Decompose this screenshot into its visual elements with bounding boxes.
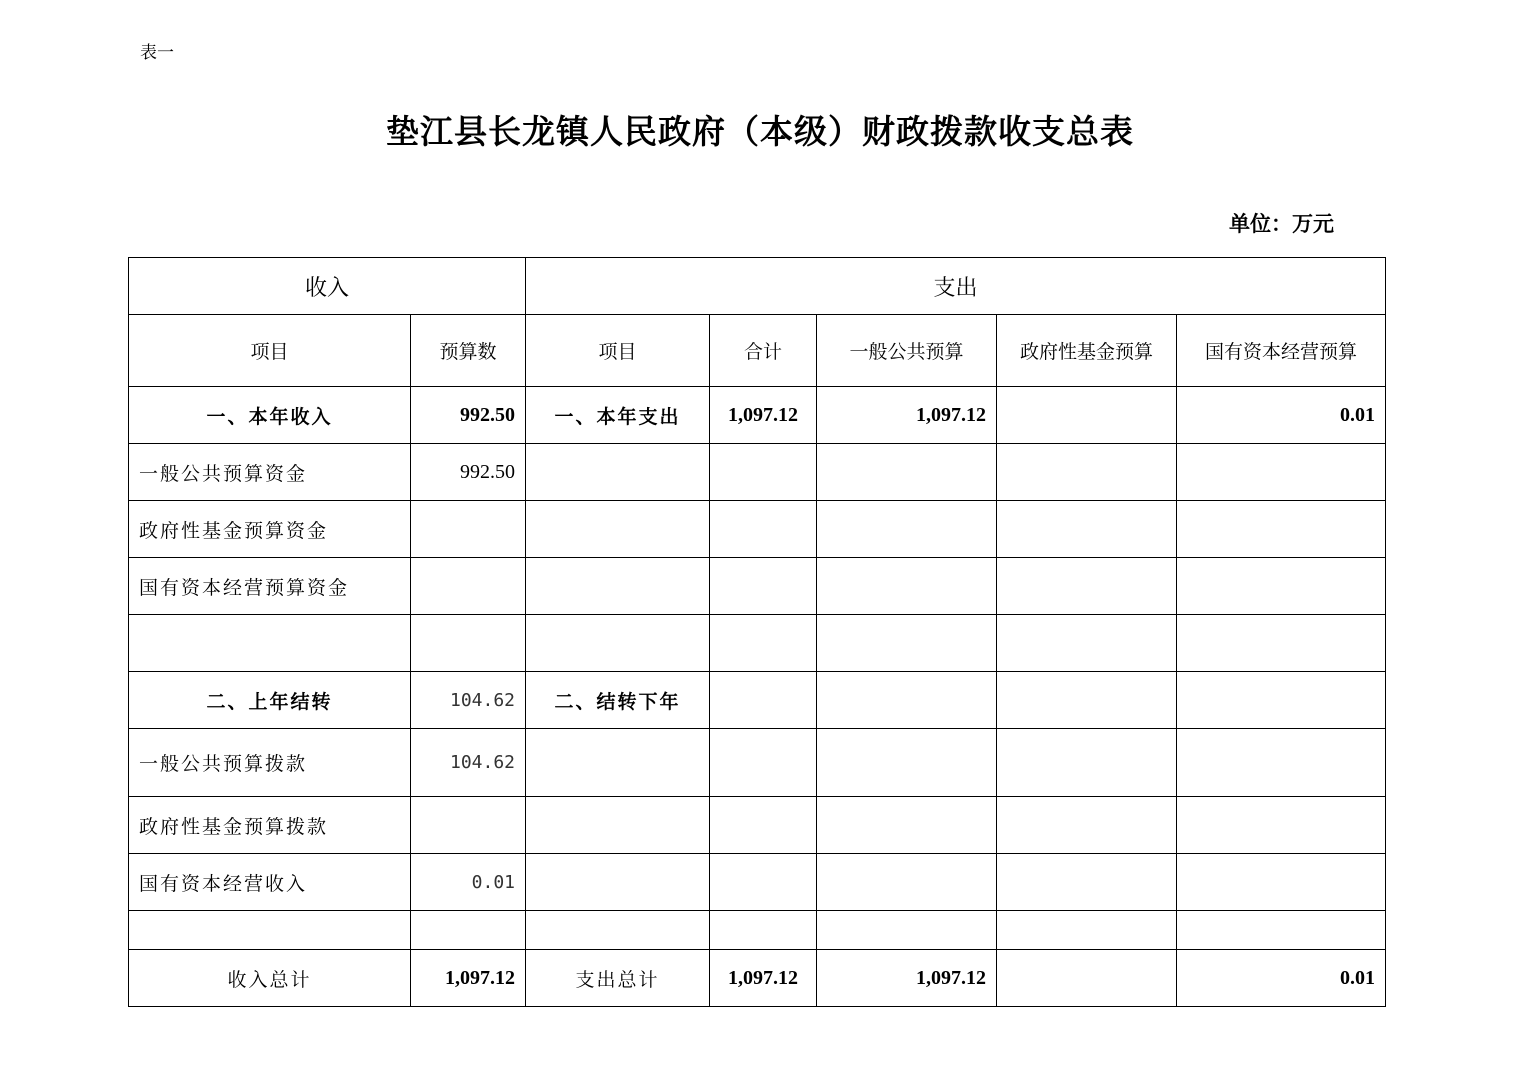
budget-value: 992.50 [411,387,526,444]
total-row [129,950,1386,1007]
fund-value [997,797,1177,854]
total-value [710,501,817,558]
expense-item [526,501,710,558]
table-row [129,444,1386,501]
budget-value [411,501,526,558]
fund-value [997,501,1177,558]
expense-item [526,444,710,501]
general-value [817,729,997,797]
expense-item [526,729,710,797]
general-value [817,911,997,950]
page-title: 垫江县长龙镇人民政府（本级）财政拨款收支总表 [386,112,1134,151]
state-value: 0.01 [1177,950,1386,1007]
fund-value [997,615,1177,672]
col-income-item: 项目 [129,315,411,387]
expense-item [526,615,710,672]
budget-value: 104.62 [411,729,526,797]
col-total: 合计 [710,315,817,387]
income-item: 国有资本经营收入 [129,854,411,911]
general-value [817,501,997,558]
total-value [710,854,817,911]
col-budget: 预算数 [411,315,526,387]
expense-item: 一、本年支出 [526,387,710,444]
income-item: 一般公共预算拨款 [129,729,411,797]
expense-item [526,854,710,911]
income-total-value: 1,097.12 [411,950,526,1007]
state-value [1177,854,1386,911]
income-item [129,911,411,950]
table-row [129,387,1386,444]
state-value [1177,729,1386,797]
expense-item [526,911,710,950]
budget-value: 104.62 [411,672,526,729]
income-item: 国有资本经营预算资金 [129,558,411,615]
general-value [817,672,997,729]
income-total-label: 收入总计 [129,950,411,1007]
total-value [710,729,817,797]
state-value: 0.01 [1177,387,1386,444]
general-value: 1,097.12 [817,950,997,1007]
general-value [817,558,997,615]
state-value [1177,615,1386,672]
budget-value: 992.50 [411,444,526,501]
col-state: 国有资本经营预算 [1177,315,1386,387]
total-value [710,615,817,672]
total-value: 1,097.12 [710,950,817,1007]
budget-value [411,558,526,615]
total-value: 1,097.12 [710,387,817,444]
col-general: 一般公共预算 [817,315,997,387]
state-value [1177,911,1386,950]
table-row [129,854,1386,911]
fund-value [997,854,1177,911]
budget-value [411,911,526,950]
income-item: 一般公共预算资金 [129,444,411,501]
table-row [129,615,1386,672]
general-value [817,854,997,911]
fund-value [997,911,1177,950]
expense-total-label: 支出总计 [526,950,710,1007]
table-row [129,797,1386,854]
income-item [129,615,411,672]
state-value [1177,558,1386,615]
income-item: 政府性基金预算拨款 [129,797,411,854]
state-value [1177,444,1386,501]
fund-value [997,387,1177,444]
state-value [1177,797,1386,854]
expense-item: 二、结转下年 [526,672,710,729]
table-row [129,672,1386,729]
page-tag: 表一 [140,43,174,63]
state-value [1177,672,1386,729]
total-value [710,797,817,854]
expense-group-header: 支出 [526,258,1386,315]
fund-value [997,558,1177,615]
fund-value [997,672,1177,729]
budget-value [411,797,526,854]
income-item: 二、上年结转 [129,672,411,729]
fund-value [997,950,1177,1007]
income-item: 一、本年收入 [129,387,411,444]
state-value [1177,501,1386,558]
income-group-header: 收入 [129,258,526,315]
income-item: 政府性基金预算资金 [129,501,411,558]
col-expense-item: 项目 [526,315,710,387]
fund-value [997,729,1177,797]
table-row [129,558,1386,615]
expense-item [526,797,710,854]
fund-value [997,444,1177,501]
general-value [817,615,997,672]
unit-label: 单位：万元 [1229,211,1334,236]
table-row [129,501,1386,558]
table-row [129,729,1386,797]
total-value [710,444,817,501]
budget-value: 0.01 [411,854,526,911]
total-value [710,672,817,729]
col-fund: 政府性基金预算 [997,315,1177,387]
expense-item [526,558,710,615]
general-value: 1,097.12 [817,387,997,444]
table-row [129,911,1386,950]
finance-table [128,257,1386,1007]
budget-value [411,615,526,672]
general-value [817,797,997,854]
total-value [710,558,817,615]
total-value [710,911,817,950]
general-value [817,444,997,501]
